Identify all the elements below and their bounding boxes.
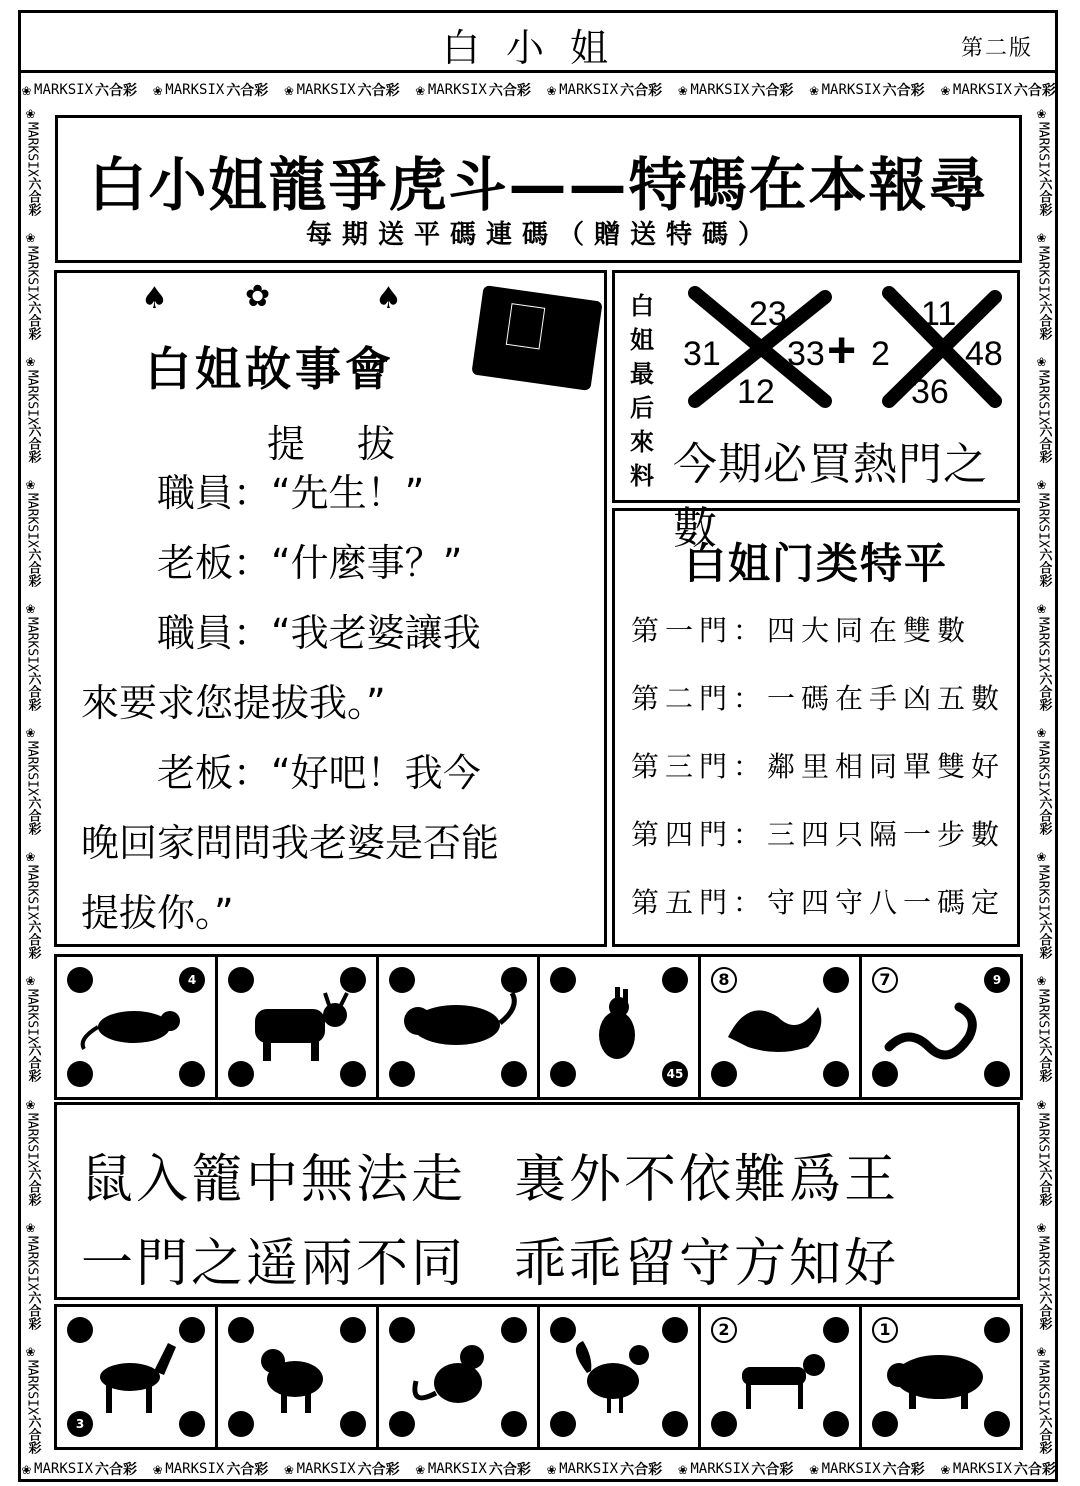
number-dot: 7	[872, 967, 898, 993]
marksix-text: MARKSIX	[1035, 1112, 1051, 1168]
marksix-text: MARKSIX	[952, 1461, 1012, 1477]
marksix-text: MARKSIX	[1035, 988, 1051, 1044]
story-title: 白姐故事會	[145, 342, 395, 396]
story-line: 老板：“什麼事？”	[81, 541, 463, 585]
number-dot	[501, 1411, 527, 1437]
number-dot	[340, 967, 366, 993]
ox-icon	[235, 987, 359, 1067]
marksix-chinese: 六合彩	[620, 1462, 663, 1478]
flower-icon: ❀	[21, 723, 40, 742]
number-dot: 45	[662, 1061, 688, 1087]
zodiac-cell	[537, 1304, 701, 1450]
number-dot	[823, 1317, 849, 1343]
flower-icon: ❀	[678, 1460, 688, 1478]
marksix-chinese: 六合彩	[488, 1462, 531, 1478]
number-dot	[550, 1061, 576, 1087]
hot-number: 33	[787, 335, 825, 373]
flower-icon: ❀	[1032, 1218, 1051, 1237]
horse-icon	[74, 1337, 198, 1417]
marksix-chinese: 六合彩	[25, 300, 41, 340]
marksix-chinese: 六合彩	[1036, 1167, 1052, 1207]
marksix-text: MARKSIX	[165, 1461, 225, 1477]
number-dot	[711, 1411, 737, 1437]
flower-icon: ❀	[1032, 723, 1051, 742]
story-panel	[54, 270, 607, 947]
marksix-chinese: 六合彩	[25, 1043, 41, 1083]
story-line: 提拔你。”	[81, 891, 234, 935]
number-dot	[711, 1061, 737, 1087]
number-dot	[662, 967, 688, 993]
marksix-text: MARKSIX	[34, 82, 94, 98]
poem-verse: 鼠入籠中無法走	[81, 1150, 467, 1210]
flower-icon: ❀	[21, 1094, 40, 1113]
marksix-text: MARKSIX	[24, 988, 40, 1044]
flower-icon: ❀	[809, 81, 819, 99]
hot-numbers-label: 白姐最后來料	[630, 292, 654, 490]
number-dot	[823, 1411, 849, 1437]
marksix-text: MARKSIX	[690, 1461, 750, 1477]
number-dot	[823, 1061, 849, 1087]
story-line: 老板：“好吧！我今	[81, 751, 481, 795]
marksix-text: MARKSIX	[24, 1236, 40, 1292]
marksix-text: MARKSIX	[24, 1112, 40, 1168]
number-dot	[179, 1411, 205, 1437]
marksix-text: MARKSIX	[165, 82, 225, 98]
marksix-text: MARKSIX	[952, 82, 1012, 98]
flower-icon: ❀	[1032, 970, 1051, 989]
zodiac-cell	[859, 954, 1023, 1100]
number-dot	[67, 1061, 93, 1087]
number-dot	[501, 1317, 527, 1343]
marksix-chinese: 六合彩	[226, 1462, 269, 1478]
marksix-chinese: 六合彩	[357, 83, 400, 99]
marksix-text: MARKSIX	[1035, 741, 1051, 796]
marksix-text: MARKSIX	[24, 864, 40, 920]
marksix-text: MARKSIX	[24, 493, 40, 549]
marksix-chinese: 六合彩	[25, 548, 41, 588]
number-dot	[67, 967, 93, 993]
number-dot	[550, 1317, 576, 1343]
marksix-text: MARKSIX	[690, 82, 750, 98]
number-dot	[501, 1061, 527, 1087]
marksix-text: MARKSIX	[427, 82, 487, 98]
zodiac-cell	[376, 954, 540, 1100]
flower-icon: ❀	[21, 970, 40, 989]
flower-icon: ❀	[21, 1218, 40, 1237]
rabbit-icon	[557, 987, 681, 1067]
story-line: 職員：“先生！”	[81, 471, 425, 515]
hot-number: 11	[921, 295, 957, 333]
flower-icon: ❀	[22, 81, 32, 99]
number-dot: 9	[984, 967, 1010, 993]
marksix-chinese: 六合彩	[1036, 795, 1052, 835]
marksix-chinese: 六合彩	[25, 672, 41, 712]
number-dot	[389, 967, 415, 993]
zodiac-cell	[215, 1304, 379, 1450]
flower-icon: ❀	[415, 81, 425, 99]
number-dot	[228, 1317, 254, 1343]
number-dot	[984, 1061, 1010, 1087]
zodiac-cell	[54, 954, 218, 1100]
marksix-text: MARKSIX	[34, 1461, 94, 1477]
flower-icon: ❀	[284, 81, 294, 99]
marksix-text: MARKSIX	[24, 741, 40, 796]
headline-main: 白小姐龍爭虎斗——特碼在本報尋	[88, 151, 989, 219]
story-line: 職員：“我老婆讓我	[81, 611, 481, 655]
goat-icon	[235, 1337, 359, 1417]
marksix-chinese: 六合彩	[25, 424, 41, 464]
number-dot: 8	[711, 967, 737, 993]
marksix-chinese: 六合彩	[357, 1462, 400, 1478]
flower-icon: ❀	[940, 81, 950, 99]
marksix-chinese: 六合彩	[1036, 548, 1052, 588]
zodiac-cell	[376, 1304, 540, 1450]
zodiac-row-top	[54, 954, 1020, 1100]
poem-panel	[54, 1102, 1020, 1300]
flower-icon: ❀	[153, 1460, 163, 1478]
number-dot	[340, 1411, 366, 1437]
poem-verse: 乖乖留守方知好	[514, 1234, 900, 1294]
flower-icon: ❀	[1032, 104, 1051, 122]
marksix-chinese: 六合彩	[1036, 1414, 1052, 1454]
number-dot	[340, 1061, 366, 1087]
marksix-text: MARKSIX	[1035, 245, 1051, 301]
marksix-text: MARKSIX	[1035, 864, 1051, 920]
number-dot	[872, 1411, 898, 1437]
number-dot	[662, 1317, 688, 1343]
hot-number: 36	[911, 373, 949, 411]
story-line: 晚回家問問我老婆是否能	[81, 821, 500, 865]
poem-line-2	[81, 1221, 899, 1296]
marksix-text: MARKSIX	[296, 1461, 356, 1477]
number-dot: 2	[711, 1317, 737, 1343]
marksix-chinese: 六合彩	[25, 176, 41, 216]
gates-title: 白姐门类特平	[683, 539, 948, 588]
flower-icon: ✿	[245, 279, 273, 314]
tulip-icon: ♠	[141, 281, 168, 316]
gate-row: 第四門：三四只隔一步數	[631, 818, 1006, 851]
flower-icon: ❀	[547, 1460, 557, 1478]
zodiac-cell	[698, 954, 862, 1100]
hot-number: 48	[965, 335, 1003, 373]
masthead-title: 白小姐	[441, 26, 634, 70]
monkey-icon	[396, 1337, 520, 1417]
marksix-chinese: 六合彩	[1036, 919, 1052, 959]
edition-label: 第二版	[960, 36, 1033, 61]
hot-numbers-graphic	[675, 283, 1015, 413]
flower-icon: ❀	[21, 475, 40, 494]
tulip-icon: ♠	[375, 281, 402, 316]
marksix-chinese: 六合彩	[882, 1462, 925, 1478]
headline-sub: 每期送平碼連碼（贈送特碼）	[305, 220, 774, 250]
number-dot: 4	[179, 967, 205, 993]
marksix-chinese: 六合彩	[25, 919, 41, 959]
hot-numbers-caption: 今期必買熱門之數	[673, 439, 988, 554]
gate-row: 第二門：一碼在手凶五數	[631, 682, 1006, 715]
marksix-text: MARKSIX	[1035, 617, 1051, 673]
marksix-text: MARKSIX	[1035, 1360, 1051, 1415]
marksix-chinese: 六合彩	[1013, 83, 1056, 99]
flower-icon: ❀	[415, 1460, 425, 1478]
marksix-chinese: 六合彩	[1036, 672, 1052, 712]
hot-number: 31	[683, 335, 721, 373]
number-dot	[67, 1317, 93, 1343]
zodiac-cell	[537, 954, 701, 1100]
rooster-icon	[557, 1337, 681, 1417]
marksix-text: MARKSIX	[559, 1461, 619, 1477]
marksix-chinese: 六合彩	[95, 1462, 138, 1478]
number-dot	[872, 1061, 898, 1087]
marksix-text: MARKSIX	[559, 82, 619, 98]
number-dot	[823, 967, 849, 993]
flower-icon: ❀	[1032, 1342, 1051, 1361]
flower-icon: ❀	[547, 81, 557, 99]
number-dot	[984, 1411, 1010, 1437]
hot-numbers-panel	[612, 270, 1020, 554]
flower-icon: ❀	[153, 81, 163, 99]
flower-icon: ❀	[21, 104, 40, 122]
zodiac-cell	[859, 1304, 1023, 1450]
marksix-chinese: 六合彩	[1036, 300, 1052, 340]
marksix-chinese: 六合彩	[1036, 1291, 1052, 1331]
flower-icon: ❀	[21, 846, 40, 865]
hot-number: 23	[749, 295, 787, 333]
tiger-icon	[396, 987, 520, 1067]
flower-icon: ❀	[284, 1460, 294, 1478]
marksix-text: MARKSIX	[24, 1360, 40, 1415]
number-dot	[501, 967, 527, 993]
number-dot	[550, 967, 576, 993]
flower-icon: ❀	[1032, 351, 1051, 370]
flower-icon: ❀	[21, 599, 40, 618]
number-dot	[228, 1061, 254, 1087]
flower-icon: ❀	[940, 1460, 950, 1478]
zodiac-cell	[698, 1304, 862, 1450]
marksix-chinese: 六合彩	[95, 83, 138, 99]
number-dot	[389, 1411, 415, 1437]
flower-icon: ❀	[1032, 599, 1051, 618]
marksix-text: MARKSIX	[24, 245, 40, 301]
marksix-text: MARKSIX	[24, 122, 40, 177]
marksix-text: MARKSIX	[24, 617, 40, 673]
marksix-text: MARKSIX	[1035, 1236, 1051, 1292]
marksix-chinese: 六合彩	[1036, 424, 1052, 464]
number-dot	[228, 967, 254, 993]
marksix-chinese: 六合彩	[1036, 176, 1052, 216]
flower-icon: ❀	[21, 227, 40, 246]
marksix-text: MARKSIX	[427, 1461, 487, 1477]
marksix-chinese: 六合彩	[25, 1167, 41, 1207]
rat-icon	[74, 987, 198, 1067]
number-dot	[389, 1061, 415, 1087]
gate-row: 第五門：守四守八一碼定	[631, 886, 1006, 919]
poem-verse: 一門之遥兩不同	[81, 1234, 467, 1294]
number-dot	[179, 1317, 205, 1343]
number-dot	[984, 1317, 1010, 1343]
flower-icon: ❀	[21, 351, 40, 370]
marksix-text: MARKSIX	[821, 1461, 881, 1477]
number-dot	[228, 1411, 254, 1437]
marksix-text: MARKSIX	[24, 369, 40, 425]
number-dot: 1	[872, 1317, 898, 1343]
flower-icon: ❀	[1032, 1094, 1051, 1113]
poem-verse: 裏外不依難爲王	[514, 1150, 900, 1210]
snake-icon	[879, 987, 1003, 1067]
pig-icon	[879, 1337, 1003, 1417]
flower-icon: ❀	[678, 81, 688, 99]
flower-icon: ❀	[1032, 475, 1051, 494]
story-heading: 提拔	[267, 422, 448, 466]
dog-icon	[718, 1337, 842, 1417]
marksix-chinese: 六合彩	[620, 83, 663, 99]
gate-row: 第三門：鄰里相同單雙好	[631, 750, 1006, 783]
gate-row: 第一門：四大同在雙數	[631, 614, 972, 647]
marksix-text: MARKSIX	[1035, 122, 1051, 177]
flower-icon: ❀	[809, 1460, 819, 1478]
marksix-text: MARKSIX	[1035, 493, 1051, 549]
number-dot: 3	[67, 1411, 93, 1437]
flower-icon: ❀	[22, 1460, 32, 1478]
zodiac-cell	[54, 1304, 218, 1450]
marksix-chinese: 六合彩	[488, 83, 531, 99]
hot-number: 12	[737, 373, 775, 411]
hot-number: 2	[871, 335, 890, 373]
marksix-chinese: 六合彩	[25, 1414, 41, 1454]
story-line: 來要求您提拔我。”	[81, 681, 386, 725]
marksix-text: MARKSIX	[296, 82, 356, 98]
plus-sign: +	[827, 322, 857, 378]
marksix-chinese: 六合彩	[1013, 1462, 1056, 1478]
number-dot	[550, 1411, 576, 1437]
marksix-chinese: 六合彩	[751, 1462, 794, 1478]
zodiac-row-bottom	[54, 1304, 1020, 1450]
number-dot	[389, 1317, 415, 1343]
poem-line-1	[81, 1137, 899, 1212]
marksix-chinese: 六合彩	[882, 83, 925, 99]
number-dot	[179, 1061, 205, 1087]
marksix-chinese: 六合彩	[25, 795, 41, 835]
zodiac-cell	[215, 954, 379, 1100]
masthead	[21, 13, 1055, 73]
marksix-chinese: 六合彩	[25, 1291, 41, 1331]
marksix-text: MARKSIX	[821, 82, 881, 98]
book-icon	[471, 285, 602, 391]
marksix-text: MARKSIX	[1035, 369, 1051, 425]
marksix-chinese: 六合彩	[751, 83, 794, 99]
marksix-chinese: 六合彩	[1036, 1043, 1052, 1083]
gates-panel	[612, 508, 1020, 947]
flower-icon: ❀	[1032, 227, 1051, 246]
dragon-icon	[718, 987, 842, 1067]
number-dot	[340, 1317, 366, 1343]
flower-icon: ❀	[1032, 846, 1051, 865]
marksix-chinese: 六合彩	[226, 83, 269, 99]
flower-icon: ❀	[21, 1342, 40, 1361]
number-dot	[662, 1411, 688, 1437]
